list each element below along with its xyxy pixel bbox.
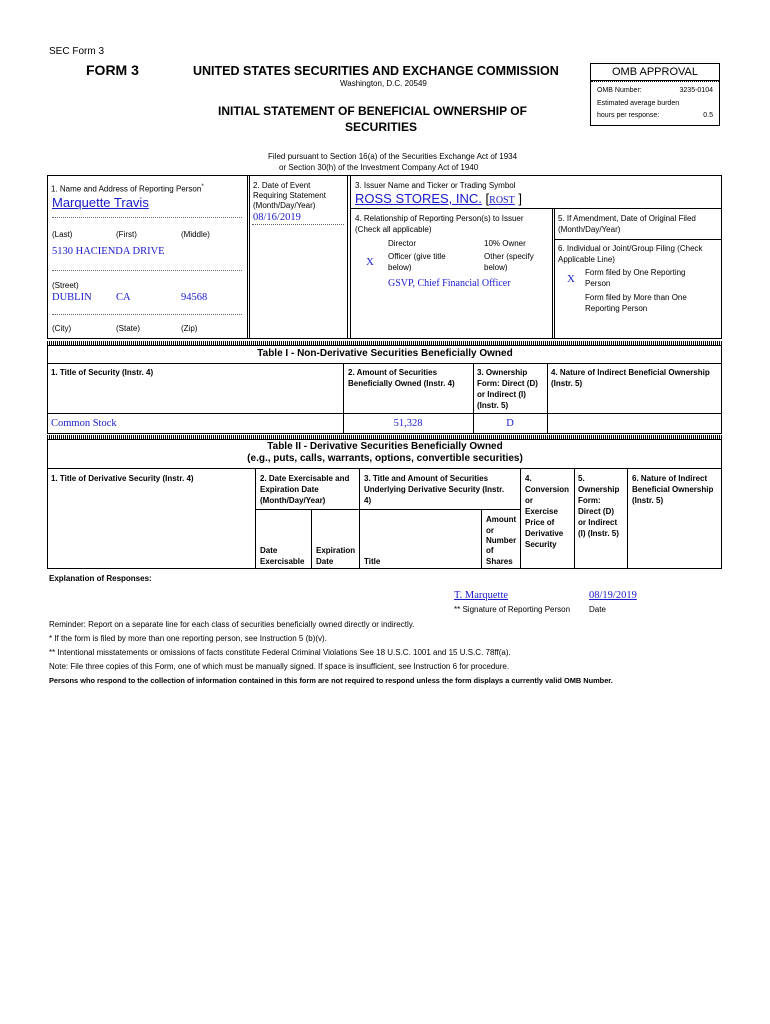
t2-col5-4: Direct (D): [578, 507, 615, 516]
zip-value: 94568: [181, 292, 208, 303]
asterisk: *: [201, 184, 204, 190]
statement-title-2: SECURITIES: [345, 120, 418, 134]
issuer-ticker: ROST: [489, 195, 515, 206]
t1-col2-1: 2. Amount of Securities: [348, 368, 438, 377]
omb-number-value: 3235-0104: [679, 87, 713, 94]
t2-amt-1: Amount: [486, 515, 517, 524]
t2-amt-4: of: [486, 546, 494, 555]
relationship-label-2: (Check all applicable): [355, 225, 432, 234]
t2-col4-6: Derivative: [525, 529, 564, 538]
t2-v1: [255, 468, 256, 569]
t2-col4-2: Conversion: [525, 485, 570, 494]
note-3: Note: File three copies of this Form, one of which must be manually signed. If space is insufficient, see Instruction 6 for procedure.: [49, 662, 510, 671]
t2-v5: [627, 468, 628, 569]
city-value: DUBLIN: [52, 292, 92, 303]
officer-checkmark[interactable]: X: [366, 256, 374, 268]
street-dotline: [52, 270, 242, 271]
table2-title-2: (e.g., puts, calls, warrants, options, convertible securities): [247, 453, 523, 464]
t2-col1: 1. Title of Derivative Security (Instr. 4): [51, 474, 194, 483]
t2-col5-2: Ownership: [578, 485, 620, 494]
divider-v3: [552, 208, 553, 339]
reporting-person-name[interactable]: Marquette Travis: [52, 195, 149, 210]
t1-col4-1: 4. Nature of Indirect Beneficial Ownership: [551, 368, 710, 377]
t1-col1: 1. Title of Security (Instr. 4): [51, 368, 154, 377]
bracket-close: ]: [518, 191, 522, 206]
divider-v1b: [249, 175, 250, 339]
divider-v2b: [350, 175, 351, 339]
name-dotline: [52, 217, 242, 218]
filed-line-1: Filed pursuant to Section 16(a) of the Securities Exchange Act of 1934: [268, 152, 518, 161]
omb-approval-title: OMB APPROVAL: [591, 66, 719, 81]
filing-more-1: Form filed by More than One: [585, 293, 687, 302]
t2-col4-3: or: [525, 496, 533, 505]
street-value: 5130 HACIENDA DRIVE: [52, 246, 165, 257]
signature-label: ** Signature of Reporting Person: [454, 605, 571, 614]
reminder: Reminder: Report on a separate line for each class of securities beneficially owned directly or indirectly.: [49, 620, 415, 629]
table1-title: Table I - Non-Derivative Securities Beneficially Owned: [257, 348, 513, 359]
filing-more-2: Reporting Person: [585, 304, 648, 313]
ten-pct-label: 10% Owner: [484, 239, 526, 248]
other-label-2: below): [484, 263, 508, 272]
t2-col4-5: Price of: [525, 518, 555, 527]
divider-h2: [554, 239, 722, 240]
middle-label: (Middle): [181, 230, 210, 239]
omb-hours-value: 0.5: [703, 112, 713, 119]
t2-amt-3: Number: [486, 536, 517, 545]
reporting-person-label: [51, 182, 204, 195]
t2-exp-2: Date: [316, 557, 334, 566]
t2-sub-v1: [311, 509, 312, 569]
omb-approval-box: [590, 63, 720, 126]
divider-v3b: [554, 208, 555, 339]
t1-row-title: Common Stock: [51, 418, 117, 429]
divider-v1: [247, 175, 248, 339]
omb-hours-label: hours per response:: [597, 112, 660, 119]
sec-form-label: SEC Form 3: [49, 46, 105, 57]
t1-col3-2: Form: Direct (D): [477, 379, 538, 388]
t2-date-ex-1: Date: [260, 546, 278, 555]
officer-label-1: Officer (give title: [388, 252, 446, 261]
t1-col3-1: 3. Ownership: [477, 368, 528, 377]
t2-sub-title: Title: [364, 557, 381, 566]
statement-title-1: INITIAL STATEMENT OF BENEFICIAL OWNERSHIP OF: [218, 104, 527, 118]
t2-col2-1: 2. Date Exercisable and: [260, 474, 350, 483]
t2-v2: [359, 468, 360, 569]
event-date-label-2: Requiring Statement: [253, 191, 326, 200]
omb-number-label: OMB Number:: [597, 87, 642, 94]
filing-label-2: Applicable Line): [558, 255, 615, 264]
t2-col5-3: Form:: [578, 496, 601, 505]
t1-col2-2: Beneficially Owned (Instr. 4): [348, 379, 455, 388]
t2-col6-1: 6. Nature of Indirect: [632, 474, 708, 483]
t2-col2-3: (Month/Day/Year): [260, 496, 326, 505]
note-2: ** Intentional misstatements or omissions of facts constitute Federal Criminal Violations See 18 U.S.C. 1001 and 15 U.S.C. 78ff(a).: [49, 648, 511, 657]
bracket-open: [: [485, 191, 490, 206]
t1-v3: [547, 363, 548, 434]
director-label: Director: [388, 239, 417, 248]
commission-title: UNITED STATES SECURITIES AND EXCHANGE COMMISSION: [193, 64, 559, 78]
issuer-row: [355, 191, 522, 206]
t2-col5-5: or Indirect: [578, 518, 618, 527]
omb-burden-label: Estimated average burden: [597, 100, 680, 107]
other-label-1: Other (specify: [484, 252, 534, 261]
t1-col3-4: (Instr. 5): [477, 401, 509, 410]
city-dotline: [52, 314, 242, 315]
location: Washington, D.C. 20549: [340, 79, 427, 88]
t2-col4-7: Security: [525, 540, 557, 549]
t2-v4: [574, 468, 575, 569]
state-label: (State): [116, 324, 141, 333]
filing-one-2: Person: [585, 279, 611, 288]
first-label: (First): [116, 230, 137, 239]
t2-amt-5: Shares: [486, 557, 513, 566]
filing-one-1: Form filed by One Reporting: [585, 268, 686, 277]
signature-date: 08/19/2019: [589, 590, 637, 601]
event-date-label-1: 2. Date of Event: [253, 181, 311, 190]
note-1: * If the form is filed by more than one reporting person, see Instruction 5 (b)(v).: [49, 634, 327, 643]
reporting-person-label-text: 1. Name and Address of Reporting Person: [51, 184, 202, 194]
t2-col6-3: (Instr. 5): [632, 496, 664, 505]
filing-checkmark[interactable]: X: [567, 273, 575, 285]
state-value: CA: [116, 292, 131, 303]
divider-v2: [347, 175, 348, 339]
issuer-label: 3. Issuer Name and Ticker or Trading Symbol: [355, 181, 516, 190]
t2-date-ex-2: Exercisable: [260, 557, 305, 566]
t1-row-amount: 51,328: [393, 418, 423, 429]
street-label: (Street): [52, 281, 79, 290]
filing-label-1: 6. Individual or Joint/Group Filing (Check: [558, 244, 703, 253]
t1-header-line: [47, 413, 722, 414]
t2-v3: [520, 468, 521, 569]
t1-col3-3: or Indirect (I): [477, 390, 526, 399]
persons-notice: Persons who respond to the collection of information contained in this form are not required to respond unless the form displays a currently valid OMB Number.: [49, 676, 613, 685]
event-date-value: 08/16/2019: [253, 212, 301, 223]
t1-col4-2: (Instr. 5): [551, 379, 583, 388]
omb-divider: [591, 81, 719, 83]
officer-title-value: GSVP, Chief Financial Officer: [388, 278, 511, 289]
form-title: FORM 3: [86, 62, 139, 78]
t2-col3-1: 3. Title and Amount of Securities: [364, 474, 489, 483]
t2-col2-2: Expiration Date: [260, 485, 319, 494]
table2-title-line: [47, 468, 722, 469]
event-date-dotline: [252, 224, 344, 225]
table2-title-1: Table II - Derivative Securities Beneficially Owned: [267, 441, 503, 452]
relationship-label-1: 4. Relationship of Reporting Person(s) to Issuer: [355, 214, 524, 223]
officer-label-2: below): [388, 263, 412, 272]
zip-label: (Zip): [181, 324, 198, 333]
city-label: (City): [52, 324, 72, 333]
last-label: (Last): [52, 230, 73, 239]
explanation-label: Explanation of Responses:: [49, 574, 152, 583]
issuer-name[interactable]: ROSS STORES, INC.: [355, 191, 482, 206]
t2-amt-2: or: [486, 526, 494, 535]
amendment-label-1: 5. If Amendment, Date of Original Filed: [558, 214, 696, 223]
t2-sub-v2: [481, 509, 482, 569]
date-label: Date: [589, 605, 606, 614]
amendment-label-2: (Month/Day/Year): [558, 225, 621, 234]
t2-col3-2: Underlying Derivative Security (Instr.: [364, 485, 505, 494]
signature: T. Marquette: [454, 590, 509, 601]
divider-h1: [350, 208, 722, 209]
t2-col4-4: Exercise: [525, 507, 558, 516]
t2-col3-3: 4): [364, 496, 372, 505]
t2-col4-1: 4.: [525, 474, 532, 483]
t2-col6-2: Beneficial Ownership: [632, 485, 714, 494]
filed-line-2: or Section 30(h) of the Investment Company Act of 1940: [279, 163, 479, 172]
t2-exp-1: Expiration: [316, 546, 356, 555]
t2-col5-1: 5.: [578, 474, 585, 483]
t2-col5-6: (I) (Instr. 5): [578, 529, 619, 538]
t1-row-form: D: [506, 418, 514, 429]
event-date-label-3: (Month/Day/Year): [253, 201, 316, 210]
table1-title-line: [47, 363, 722, 364]
